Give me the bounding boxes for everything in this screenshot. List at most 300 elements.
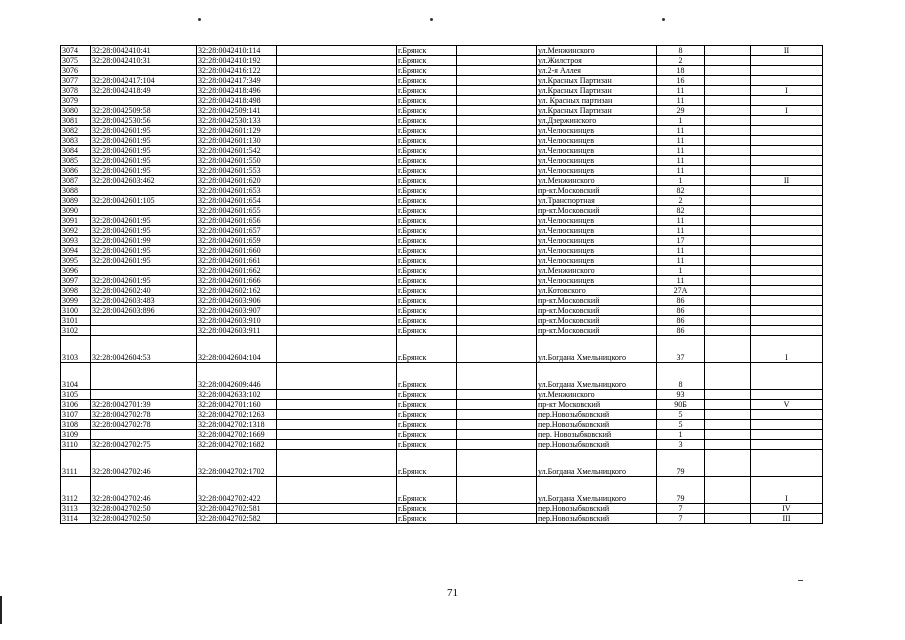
house-number-cell: 11 [657,136,705,146]
cadastral-number-cell: 32:28:0042603:906 [197,296,277,306]
scan-dot [430,18,433,21]
cadastral-number-cell: 32:28:0042604:53 [91,336,197,363]
cadastral-number-cell: 32:28:0042601:95 [91,216,197,226]
house-number-cell: 8 [657,46,705,56]
table-row [61,306,823,316]
extra-cell [751,96,823,106]
street-cell: ул.Котовского [537,286,657,296]
empty-cell [457,477,537,504]
extra-cell [751,216,823,226]
cadastral-number-cell: 32:28:0042702:78 [91,410,197,420]
empty-cell [277,410,397,420]
cadastral-number-cell: 32:28:0042601:659 [197,236,277,246]
house-number-cell: 1 [657,266,705,276]
empty-cell [457,296,537,306]
cadastral-number-cell: 32:28:0042702:75 [91,440,197,450]
extra-cell [751,430,823,440]
row-number-cell: 3088 [61,186,91,196]
city-cell: г.Брянск [397,316,457,326]
house-number-cell: 7 [657,514,705,524]
cadastral-number-cell: 32:28:0042601:129 [197,126,277,136]
empty-cell [457,236,537,246]
extra-cell: I [751,86,823,96]
empty-cell [705,146,751,156]
extra-cell [751,126,823,136]
cadastral-number-cell: 32:28:0042601:657 [197,226,277,236]
table-row [61,296,823,306]
cadastral-number-cell: 32:28:0042702:1682 [197,440,277,450]
empty-cell [277,266,397,276]
cadastral-number-cell: 32:28:0042702:582 [197,514,277,524]
extra-cell [751,76,823,86]
cadastral-number-cell: 32:28:0042530:133 [197,116,277,126]
cadastral-number-cell: 32:28:0042601:95 [91,146,197,156]
empty-cell [705,306,751,316]
empty-cell [705,326,751,336]
city-cell: г.Брянск [397,196,457,206]
cadastral-number-cell: 32:28:0042601:661 [197,256,277,266]
table-row [61,236,823,246]
house-number-cell: 11 [657,166,705,176]
empty-cell [457,116,537,126]
city-cell: г.Брянск [397,86,457,96]
cadastral-number-cell: 32:28:0042601:95 [91,156,197,166]
extra-cell [751,146,823,156]
extra-cell [751,56,823,66]
extra-cell [751,246,823,256]
table-row [61,156,823,166]
register-rows [61,46,823,524]
street-cell: ул.Челюскинцев [537,146,657,156]
row-number-cell: 3114 [61,514,91,524]
cadastral-number-cell: 32:28:0042416:122 [197,66,277,76]
empty-cell [705,46,751,56]
city-cell: г.Брянск [397,206,457,216]
table-row [61,410,823,420]
house-number-cell: 7 [657,504,705,514]
street-cell: пр-кт.Московский [537,206,657,216]
empty-cell [277,420,397,430]
empty-cell [457,76,537,86]
cadastral-number-cell: 32:28:0042603:896 [91,306,197,316]
empty-cell [705,400,751,410]
city-cell: г.Брянск [397,326,457,336]
empty-cell [457,186,537,196]
row-number-cell: 3086 [61,166,91,176]
row-number-cell: 3080 [61,106,91,116]
cadastral-number-cell: 32:28:0042601:662 [197,266,277,276]
empty-cell [705,276,751,286]
city-cell: г.Брянск [397,216,457,226]
city-cell: г.Брянск [397,514,457,524]
extra-cell [751,156,823,166]
empty-cell [457,216,537,226]
empty-cell [457,206,537,216]
table-row [61,336,823,363]
cadastral-number-cell [91,326,197,336]
row-number-cell: 3109 [61,430,91,440]
table-row [61,363,823,390]
empty-cell [277,56,397,66]
empty-cell [277,176,397,186]
empty-cell [705,206,751,216]
cadastral-number-cell: 32:28:0042702:46 [91,450,197,477]
table-row [61,146,823,156]
house-number-cell: 11 [657,216,705,226]
cadastral-number-cell: 32:28:0042633:102 [197,390,277,400]
empty-cell [457,306,537,316]
empty-cell [705,126,751,136]
table-row [61,440,823,450]
cadastral-number-cell: 32:28:0042702:1318 [197,420,277,430]
row-number-cell: 3107 [61,410,91,420]
cadastral-number-cell: 32:28:0042410:192 [197,56,277,66]
street-cell: ул.Красных Партизан [537,86,657,96]
house-number-cell: 16 [657,76,705,86]
city-cell: г.Брянск [397,306,457,316]
house-number-cell: 79 [657,477,705,504]
house-number-cell: 18 [657,66,705,76]
empty-cell [457,96,537,106]
street-cell: ул. Красных партизан [537,96,657,106]
table-row [61,116,823,126]
row-number-cell: 3112 [61,477,91,504]
cadastral-number-cell: 32:28:0042601:655 [197,206,277,216]
empty-cell [457,66,537,76]
street-cell: ул.Челюскинцев [537,126,657,136]
city-cell: г.Брянск [397,504,457,514]
table-row [61,76,823,86]
street-cell: ул.Менжинского [537,390,657,400]
house-number-cell: 86 [657,296,705,306]
empty-cell [705,266,751,276]
cadastral-number-cell [91,96,197,106]
cadastral-number-cell: 32:28:0042701:160 [197,400,277,410]
table-row [61,430,823,440]
empty-cell [277,146,397,156]
cadastral-number-cell: 32:28:0042702:50 [91,514,197,524]
cadastral-number-cell: 32:28:0042609:446 [197,363,277,390]
row-number-cell: 3082 [61,126,91,136]
cadastral-number-cell: 32:28:0042417:104 [91,76,197,86]
extra-cell [751,276,823,286]
empty-cell [277,316,397,326]
house-number-cell: 82 [657,206,705,216]
empty-cell [705,450,751,477]
row-number-cell: 3085 [61,156,91,166]
row-number-cell: 3081 [61,116,91,126]
street-cell: ул.Менжинского [537,46,657,56]
table-row [61,206,823,216]
cadastral-number-cell: 32:28:0042601:553 [197,166,277,176]
city-cell: г.Брянск [397,400,457,410]
empty-cell [705,186,751,196]
cadastral-number-cell: 32:28:0042410:114 [197,46,277,56]
empty-cell [277,336,397,363]
house-number-cell: 11 [657,246,705,256]
extra-cell: II [751,46,823,56]
empty-cell [457,266,537,276]
empty-cell [457,363,537,390]
row-number-cell: 3098 [61,286,91,296]
city-cell: г.Брянск [397,96,457,106]
empty-cell [705,440,751,450]
empty-cell [705,226,751,236]
extra-cell: I [751,336,823,363]
table-row [61,176,823,186]
empty-cell [457,166,537,176]
street-cell: ул.Челюскинцев [537,156,657,166]
empty-cell [705,116,751,126]
row-number-cell: 3113 [61,504,91,514]
table-row [61,514,823,524]
empty-cell [457,316,537,326]
cadastral-number-cell: 32:28:0042601:95 [91,136,197,146]
row-number-cell: 3087 [61,176,91,186]
empty-cell [277,196,397,206]
empty-cell [457,410,537,420]
house-number-cell: 93 [657,390,705,400]
house-number-cell: 11 [657,96,705,106]
house-number-cell: 37 [657,336,705,363]
extra-cell [751,236,823,246]
street-cell: пер.Новозыбковский [537,504,657,514]
cadastral-number-cell: 32:28:0042601:105 [91,196,197,206]
empty-cell [277,66,397,76]
extra-cell [751,186,823,196]
empty-cell [705,56,751,66]
cadastral-number-cell: 32:28:0042601:654 [197,196,277,206]
house-number-cell: 27А [657,286,705,296]
cadastral-number-cell: 32:28:0042702:78 [91,420,197,430]
cadastral-number-cell [91,266,197,276]
empty-cell [457,390,537,400]
cadastral-number-cell [91,206,197,216]
scan-edge-mark [0,596,2,624]
table-row [61,390,823,400]
extra-cell [751,390,823,400]
empty-cell [277,430,397,440]
extra-cell [751,166,823,176]
empty-cell [457,276,537,286]
cadastral-number-cell: 32:28:0042601:620 [197,176,277,186]
house-number-cell: 5 [657,420,705,430]
extra-cell [751,316,823,326]
house-number-cell: 11 [657,256,705,266]
empty-cell [705,420,751,430]
city-cell: г.Брянск [397,363,457,390]
street-cell: ул.Челюскинцев [537,216,657,226]
empty-cell [705,156,751,166]
street-cell: пр-кт.Московский [537,186,657,196]
empty-cell [705,136,751,146]
extra-cell [751,296,823,306]
street-cell: пер.Новозыбковский [537,420,657,430]
street-cell: пер. Новозыбковский [537,430,657,440]
city-cell: г.Брянск [397,246,457,256]
empty-cell [277,126,397,136]
empty-cell [457,136,537,146]
empty-cell [277,76,397,86]
table-row [61,186,823,196]
row-number-cell: 3092 [61,226,91,236]
house-number-cell: 17 [657,236,705,246]
cadastral-number-cell [91,186,197,196]
city-cell: г.Брянск [397,176,457,186]
row-number-cell: 3110 [61,440,91,450]
empty-cell [277,86,397,96]
row-number-cell: 3091 [61,216,91,226]
table-row [61,326,823,336]
row-number-cell: 3095 [61,256,91,266]
street-cell: пр-кт.Московский [537,296,657,306]
extra-cell [751,256,823,266]
street-cell: ул.Дзержинского [537,116,657,126]
empty-cell [705,96,751,106]
empty-cell [457,146,537,156]
extra-cell [751,206,823,216]
city-cell: г.Брянск [397,420,457,430]
extra-cell: V [751,400,823,410]
empty-cell [457,226,537,236]
empty-cell [277,136,397,146]
cadastral-number-cell: 32:28:0042702:581 [197,504,277,514]
empty-cell [705,410,751,420]
row-number-cell: 3074 [61,46,91,56]
empty-cell [277,514,397,524]
empty-cell [277,400,397,410]
street-cell: ул.Челюскинцев [537,226,657,236]
row-number-cell: 3090 [61,206,91,216]
cadastral-number-cell: 32:28:0042702:1263 [197,410,277,420]
empty-cell [277,477,397,504]
city-cell: г.Брянск [397,136,457,146]
street-cell: ул.Красных Партизан [537,76,657,86]
cadastral-number-cell: 32:28:0042702:50 [91,504,197,514]
empty-cell [705,166,751,176]
empty-cell [457,420,537,430]
city-cell: г.Брянск [397,336,457,363]
city-cell: г.Брянск [397,296,457,306]
empty-cell [457,86,537,96]
house-number-cell: 11 [657,126,705,136]
city-cell: г.Брянск [397,166,457,176]
street-cell: ул.Транспортная [537,196,657,206]
extra-cell [751,266,823,276]
table-row [61,126,823,136]
cadastral-number-cell: 32:28:0042601:95 [91,246,197,256]
street-cell: пер.Новозыбковский [537,440,657,450]
city-cell: г.Брянск [397,126,457,136]
row-number-cell: 3094 [61,246,91,256]
extra-cell [751,116,823,126]
street-cell: ул.Богдана Хмельницкого [537,477,657,504]
cadastral-number-cell: 32:28:0042702:46 [91,477,197,504]
street-cell: ул.Челюскинцев [537,276,657,286]
empty-cell [705,316,751,326]
empty-cell [705,246,751,256]
cadastral-number-cell: 32:28:0042602:40 [91,286,197,296]
empty-cell [705,363,751,390]
empty-cell [705,196,751,206]
street-cell: ул.Менжинского [537,176,657,186]
empty-cell [457,450,537,477]
cadastral-number-cell: 32:28:0042601:99 [91,236,197,246]
row-number-cell: 3096 [61,266,91,276]
city-cell: г.Брянск [397,46,457,56]
cadastral-number-cell: 32:28:0042601:666 [197,276,277,286]
city-cell: г.Брянск [397,66,457,76]
extra-cell [751,440,823,450]
empty-cell [277,450,397,477]
row-number-cell: 3100 [61,306,91,316]
extra-cell [751,286,823,296]
row-number-cell: 3078 [61,86,91,96]
empty-cell [705,76,751,86]
house-number-cell: 82 [657,186,705,196]
table-row [61,420,823,430]
table-row [61,66,823,76]
street-cell: ул.Красных Партизан [537,106,657,116]
empty-cell [457,514,537,524]
empty-cell [277,390,397,400]
row-number-cell: 3106 [61,400,91,410]
empty-cell [705,390,751,400]
city-cell: г.Брянск [397,146,457,156]
house-number-cell: 1 [657,176,705,186]
scan-dot [198,18,201,21]
street-cell: ул.Менжинского [537,266,657,276]
house-number-cell: 79 [657,450,705,477]
city-cell: г.Брянск [397,116,457,126]
cadastral-number-cell: 32:28:0042601:550 [197,156,277,166]
city-cell: г.Брянск [397,76,457,86]
street-cell: пр-кт Московский [537,400,657,410]
house-number-cell: 8 [657,363,705,390]
city-cell: г.Брянск [397,186,457,196]
row-number-cell: 3076 [61,66,91,76]
empty-cell [277,256,397,266]
street-cell: пр-кт.Московский [537,316,657,326]
empty-cell [277,236,397,246]
street-cell: пр-кт.Московский [537,326,657,336]
empty-cell [457,126,537,136]
city-cell: г.Брянск [397,56,457,66]
house-number-cell: 11 [657,226,705,236]
cadastral-number-cell: 32:28:0042603:907 [197,306,277,316]
empty-cell [705,504,751,514]
empty-cell [277,326,397,336]
empty-cell [705,216,751,226]
house-number-cell: 11 [657,276,705,286]
cadastral-number-cell: 32:28:0042603:911 [197,326,277,336]
empty-cell [277,116,397,126]
cadastral-number-cell [91,66,197,76]
city-cell: г.Брянск [397,410,457,420]
empty-cell [277,166,397,176]
cadastral-number-cell: 32:28:0042603:910 [197,316,277,326]
cadastral-number-cell: 32:28:0042702:1702 [197,450,277,477]
city-cell: г.Брянск [397,390,457,400]
city-cell: г.Брянск [397,430,457,440]
cadastral-number-cell: 32:28:0042410:31 [91,56,197,66]
empty-cell [457,336,537,363]
empty-cell [277,96,397,106]
empty-cell [705,176,751,186]
row-number-cell: 3111 [61,450,91,477]
city-cell: г.Брянск [397,106,457,116]
extra-cell [751,136,823,146]
